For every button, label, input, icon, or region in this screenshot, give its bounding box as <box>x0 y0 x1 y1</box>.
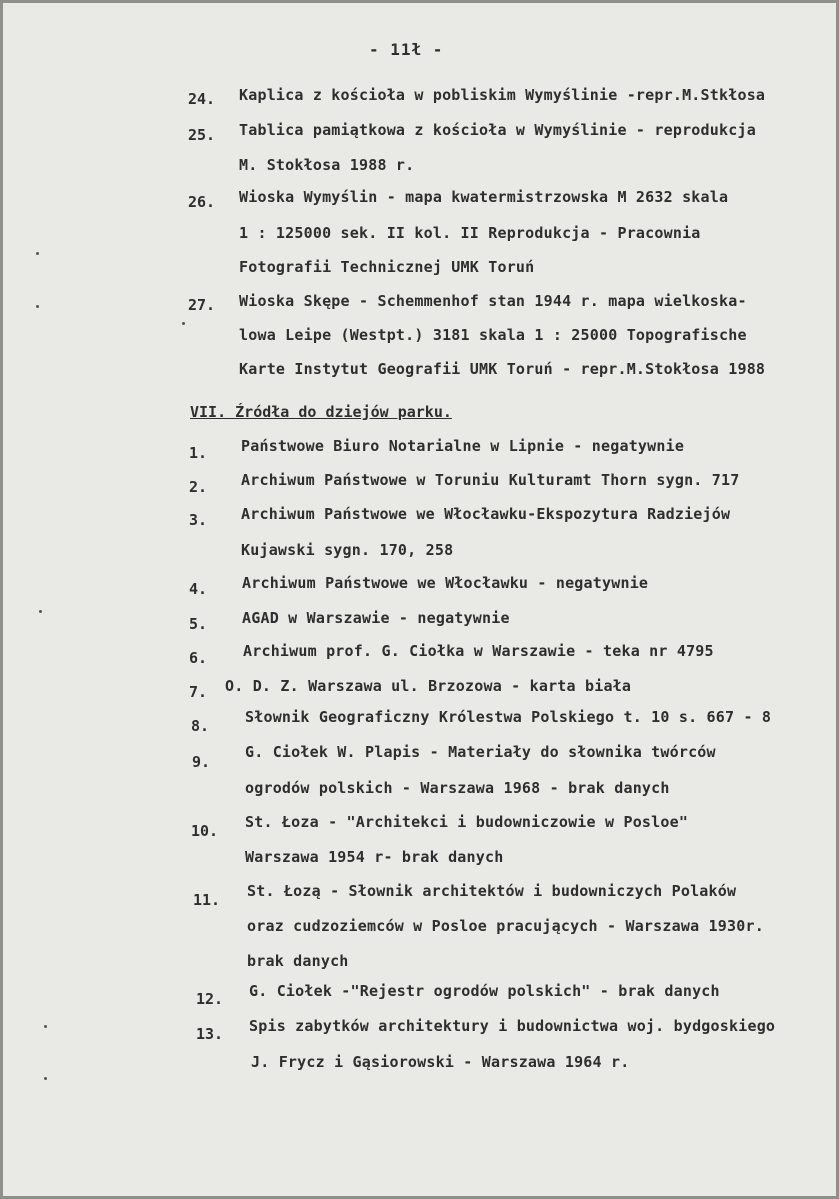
item-number: 9. <box>192 753 211 771</box>
item-line: M. Stokłosa 1988 r. <box>239 156 415 174</box>
scan-speck <box>44 1025 47 1028</box>
item-number: 27. <box>188 296 216 314</box>
item-number: 26. <box>188 193 216 211</box>
item-number: 7. <box>189 683 208 701</box>
item-number: 2. <box>189 478 208 496</box>
item-number: 25. <box>188 126 216 144</box>
item-line: Warszawa 1954 r- brak danych <box>245 848 504 866</box>
item-line: Wioska Wymyślin - mapa kwatermistrzowska M 2632 skala <box>239 188 729 206</box>
item-line: Spis zabytków architektury i budownictwa woj. bydgoskiego <box>249 1017 776 1035</box>
scan-speck <box>36 252 39 255</box>
item-line: Państwowe Biuro Notarialne w Lipnie - negatywnie <box>241 437 685 455</box>
scan-speck <box>44 1077 47 1080</box>
item-line: Karte Instytut Geografii UMK Toruń - repr.M.Stokłosa 1988 <box>239 360 766 378</box>
item-line: G. Ciołek W. Plapis - Materiały do słownika twórców <box>245 743 716 761</box>
item-line: Kaplica z kościoła w pobliskim Wymyślinie -repr.M.Stkłosa <box>239 86 766 104</box>
item-line: Wioska Skępe - Schemmenhof stan 1944 r. mapa wielkoska- <box>239 292 747 310</box>
item-line: Archiwum Państwowe we Włocławku-Ekspozytura Radziejów <box>241 505 731 523</box>
item-number: 13. <box>196 1025 224 1043</box>
item-number: 24. <box>188 90 216 108</box>
section-heading: VII. Źródła do dziejów parku. <box>190 403 452 421</box>
item-number: 1. <box>189 444 208 462</box>
item-line: J. Frycz i Gąsiorowski - Warszawa 1964 r. <box>251 1053 630 1071</box>
item-line: Archiwum Państwowe we Włocławku - negatywnie <box>242 574 649 592</box>
item-line: brak danych <box>247 952 349 970</box>
scan-speck <box>36 305 39 308</box>
scan-speck <box>182 322 185 325</box>
item-line: Kujawski sygn. 170, 258 <box>241 541 454 559</box>
item-line: Archiwum prof. G. Ciołka w Warszawie - teka nr 4795 <box>243 642 714 660</box>
item-line: G. Ciołek -"Rejestr ogrodów polskich" - brak danych <box>249 982 720 1000</box>
item-line: St. Łoza - "Architekci i budowniczowie w Posloe" <box>245 813 689 831</box>
item-number: 12. <box>196 990 224 1008</box>
scan-speck <box>39 610 42 613</box>
item-number: 8. <box>191 717 210 735</box>
item-line: Słownik Geograficzny Królestwa Polskiego t. 10 s. 667 - 8 <box>245 708 772 726</box>
item-line: AGAD w Warszawie - negatywnie <box>242 609 510 627</box>
item-line: Archiwum Państwowe w Toruniu Kulturamt Thorn sygn. 717 <box>241 471 740 489</box>
item-line: ogrodów polskich - Warszawa 1968 - brak danych <box>245 779 670 797</box>
item-number: 10. <box>191 822 219 840</box>
item-line: oraz cudzoziemców w Posloe pracujących - Warszawa 1930r. <box>247 917 764 935</box>
item-number: 5. <box>189 615 208 633</box>
item-number: 3. <box>189 511 208 529</box>
item-line: 1 : 125000 sek. II kol. II Reprodukcja - Pracownia <box>239 224 701 242</box>
item-line: St. Łozą - Słownik architektów i budowniczych Polaków <box>247 882 737 900</box>
item-line: Tablica pamiątkowa z kościoła w Wymyślinie - reprodukcja <box>239 121 756 139</box>
item-number: 4. <box>189 580 208 598</box>
item-line: lowa Leipe (Westpt.) 3181 skala 1 : 25000 Topografische <box>239 326 747 344</box>
item-number: 11. <box>193 891 221 909</box>
item-line: Fotografii Technicznej UMK Toruń <box>239 258 535 276</box>
item-line: O. D. Z. Warszawa ul. Brzozowa - karta biała <box>225 677 632 695</box>
page-number: - 11ł - <box>369 40 444 59</box>
item-number: 6. <box>189 649 208 667</box>
